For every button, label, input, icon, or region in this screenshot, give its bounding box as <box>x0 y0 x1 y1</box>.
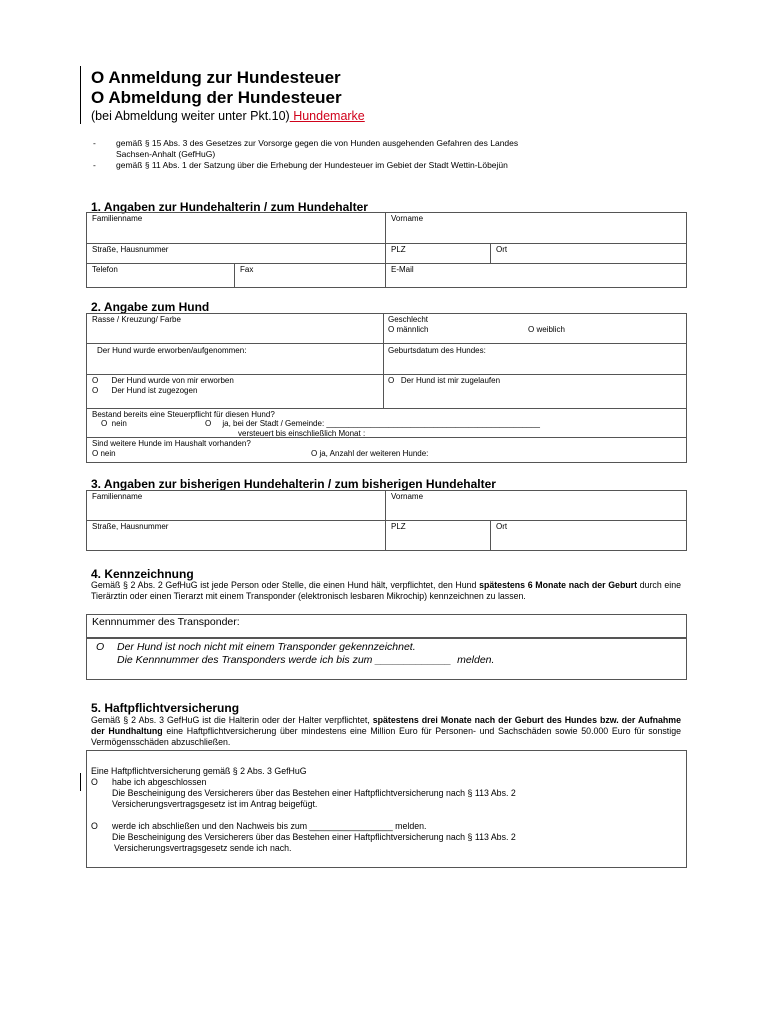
abschliessen-detail-1: Die Bescheinigung des Versicherers über das Bestehen einer Haftpflichtversicherung nach § 113 Abs. 2 <box>112 832 516 842</box>
fax-field[interactable]: Fax <box>240 265 254 274</box>
steuerpflicht-question: Bestand bereits eine Steuerpflicht für diesen Hund? <box>92 410 275 419</box>
versteuert-bis-field[interactable]: versteuert bis einschließlich Monat : <box>238 429 366 438</box>
abgeschlossen-detail-1: Die Bescheinigung des Versicherers über das Bestehen einer Haftpflichtversicherung nach § 113 Abs. 2 <box>112 788 516 798</box>
telefon-field[interactable]: Telefon <box>92 265 118 274</box>
section-1-title: 1. Angaben zur Hundehalterin / zum Hundehalter <box>91 200 368 214</box>
section-1-table <box>86 212 687 288</box>
prev-vorname-field[interactable]: Vorname <box>391 492 424 501</box>
abgeschlossen-detail-2: Versicherungsvertragsgesetz ist im Antrag beigefügt. <box>112 799 318 809</box>
legal-dash-1: - <box>93 138 96 148</box>
legal-text-2: gemäß § 11 Abs. 1 der Satzung über die Erhebung der Hundesteuer im Gebiet der Stadt Wettin-Löbejün <box>116 160 508 170</box>
legal-text-1-cont: Sachsen-Anhalt (GefHuG) <box>116 149 216 159</box>
title-abmeldung[interactable]: O Abmeldung der Hundesteuer <box>91 88 342 107</box>
maennlich-radio[interactable]: O männlich <box>388 325 429 334</box>
ort-field[interactable]: Ort <box>496 245 508 254</box>
geburtsdatum-field[interactable]: Geburtsdatum des Hundes: <box>388 346 486 355</box>
abschliessen-radio[interactable]: O <box>91 821 98 831</box>
s5-text-bold: spätestens drei Monate nach der Geburt des Hundes bzw. der Aufnahme der Hundhaltung <box>91 715 682 736</box>
weitere-nein-radio[interactable]: O nein <box>92 449 116 458</box>
haftpflicht-box-title: Eine Haftpflichtversicherung gemäß § 2 Abs. 3 GefHuG <box>91 766 307 776</box>
section-4-text <box>91 580 681 602</box>
plz-field[interactable]: PLZ <box>391 245 406 254</box>
title-anmeldung[interactable]: O Anmeldung zur Hundesteuer <box>91 68 341 87</box>
haftpflicht-margin-bar <box>80 773 81 791</box>
s4-text-c: durch eine Tierärztin oder einen Tierarzt mit einem Transponder (elektronisch lesbaren Mikrochip) kennzeichnen zu lassen. <box>91 580 682 601</box>
abgeschlossen-radio[interactable]: O <box>91 777 98 787</box>
header-margin-bar <box>80 66 81 124</box>
erworben-field[interactable]: Der Hund wurde erworben/aufgenommen: <box>97 346 247 355</box>
s4-text-a: Gemäß § 2 Abs. 2 GefHuG ist jede Person oder Stelle, die einen Hund hält, verpflichtet, den Hund <box>91 580 480 590</box>
abschliessen-detail-2: Versicherungsvertragsgesetz sende ich nach. <box>114 843 292 853</box>
section-2-title: 2. Angabe zum Hund <box>91 300 210 314</box>
legal-dash-2: - <box>93 160 96 170</box>
abschliessen-label[interactable]: werde ich abschließen und den Nachweis bis zum _________________ melden. <box>112 821 427 831</box>
steuerpflicht-ja-radio[interactable]: O ja, bei der Stadt / Gemeinde: ________________________________________________ <box>205 419 540 428</box>
section-5-title: 5. Haftpflichtversicherung <box>91 701 240 715</box>
s4-text-bold: spätestens 6 Monate nach der Geburt <box>479 580 638 590</box>
section-4-title: 4. Kennzeichnung <box>91 567 194 581</box>
hundemarke-link[interactable]: Hundemarke <box>289 109 365 123</box>
prev-familienname-field[interactable]: Familienname <box>92 492 143 501</box>
weiblich-radio[interactable]: O weiblich <box>528 325 565 334</box>
vorname-field[interactable]: Vorname <box>391 214 424 223</box>
prev-strasse-field[interactable]: Straße, Hausnummer <box>92 522 169 531</box>
rasse-field[interactable]: Rasse / Kreuzung/ Farbe <box>92 315 181 324</box>
steuerpflicht-nein-radio[interactable]: O nein <box>101 419 127 428</box>
prev-plz-field[interactable]: PLZ <box>391 522 406 531</box>
familienname-field[interactable]: Familienname <box>92 214 143 223</box>
subtitle <box>91 109 365 123</box>
erworben-radio[interactable]: O Der Hund wurde von mir erworben <box>92 376 234 385</box>
abgeschlossen-label: habe ich abgeschlossen <box>112 777 207 787</box>
s5-text-c: eine Haftpflichtversicherung über mindestens eine Million Euro für Personen- und Sachschäden sowie 50.000 Euro für sonstige Vermögensschäden abzuschließen. <box>91 726 681 747</box>
transponder-line-1: Der Hund ist noch nicht mit einem Transponder gekennzeichnet. <box>117 641 416 653</box>
legal-text-1: gemäß § 15 Abs. 3 des Gesetzes zur Vorsorge gegen die von Hunden ausgehenden Gefahren des Landes <box>116 138 519 148</box>
email-field[interactable]: E-Mail <box>391 265 414 274</box>
weitere-hunde-question: Sind weitere Hunde im Haushalt vorhanden? <box>92 439 251 448</box>
kennnummer-label: Kennnummer des Transponder: <box>92 616 240 628</box>
geschlecht-label: Geschlecht <box>388 315 429 324</box>
subtitle-text: (bei Abmeldung weiter unter Pkt.10) <box>91 109 290 123</box>
zugelaufen-radio[interactable]: O Der Hund ist mir zugelaufen <box>388 376 501 385</box>
section-5-text <box>91 715 681 748</box>
strasse-field[interactable]: Straße, Hausnummer <box>92 245 169 254</box>
section-3-title: 3. Angaben zur bisherigen Hundehalterin / zum bisherigen Hundehalter <box>91 477 496 491</box>
prev-ort-field[interactable]: Ort <box>496 522 508 531</box>
weitere-ja-anzahl-field[interactable]: O ja, Anzahl der weiteren Hunde: <box>311 449 429 458</box>
zugezogen-radio[interactable]: O Der Hund ist zugezogen <box>92 386 198 395</box>
transponder-line-2[interactable]: Die Kennnummer des Transponders werde ich bis zum _____________ melden. <box>117 654 495 666</box>
transponder-radio[interactable]: O <box>96 641 105 653</box>
s5-text-a: Gemäß § 2 Abs. 3 GefHuG ist die Halterin oder der Halter verpflichtet, <box>91 715 373 725</box>
